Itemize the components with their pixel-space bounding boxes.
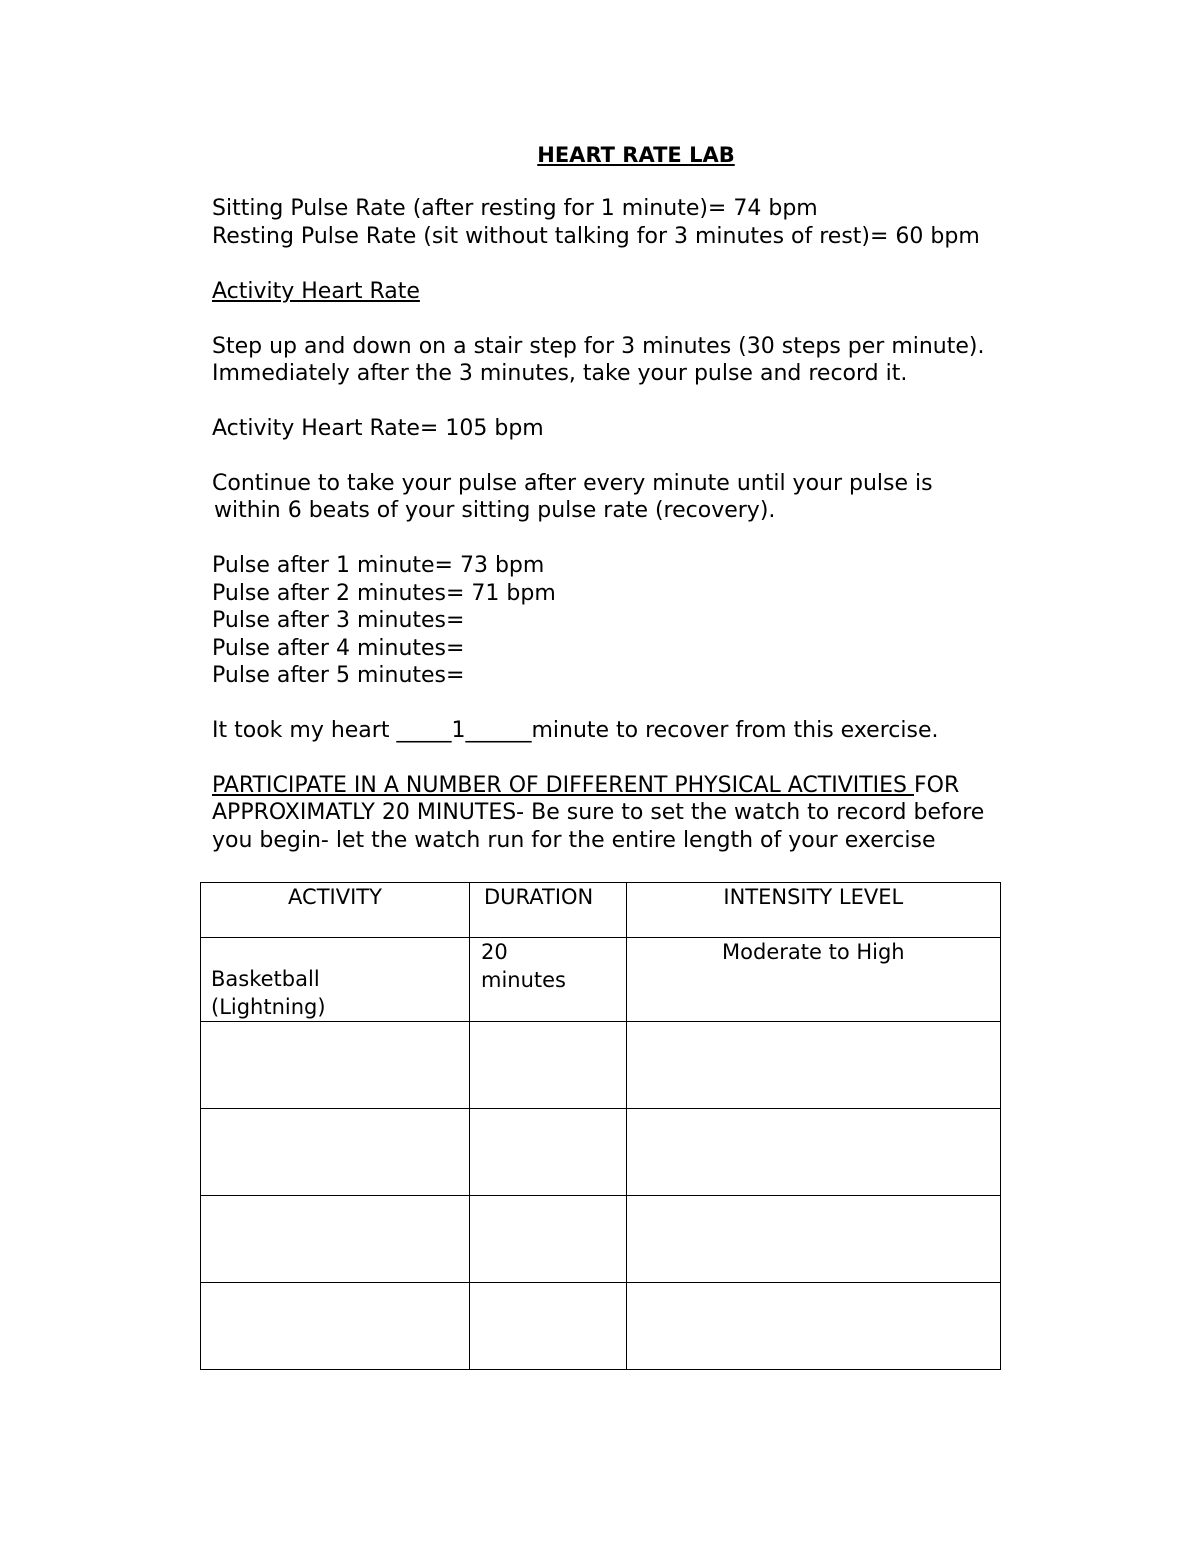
cell-duration[interactable]: [469, 1022, 626, 1109]
cell-intensity[interactable]: [626, 1196, 1000, 1283]
cell-intensity: Moderate to High: [626, 938, 1000, 1022]
table-row: [201, 938, 1001, 1022]
table-row: [201, 1196, 1001, 1283]
continue-line-2: within 6 beats of your sitting pulse rate (recovery).: [214, 498, 776, 523]
participate-line-2: APPROXIMATLY 20 MINUTES- Be sure to set the watch to record before: [212, 800, 985, 825]
continue-line-1: Continue to take your pulse after every minute until your pulse is: [212, 471, 933, 496]
cell-intensity[interactable]: [626, 1109, 1000, 1196]
cell-duration: [469, 938, 626, 1022]
cell-intensity[interactable]: [626, 1283, 1000, 1370]
pulse-reading-5: Pulse after 5 minutes=: [212, 663, 465, 688]
cell-duration[interactable]: [469, 1283, 626, 1370]
participate-rest-text: FOR: [914, 773, 960, 798]
activity-heading: Activity Heart Rate: [212, 279, 420, 304]
pulse-reading-3: Pulse after 3 minutes=: [212, 608, 465, 633]
activity-heart-rate-line: Activity Heart Rate= 105 bpm: [212, 416, 544, 441]
pulse-reading-4: Pulse after 4 minutes=: [212, 636, 465, 661]
activity-line-2: (Lightning): [211, 995, 326, 1019]
instructions-line-2: Immediately after the 3 minutes, take your pulse and record it.: [212, 361, 908, 386]
sitting-pulse-line: Sitting Pulse Rate (after resting for 1 minute)= 74 bpm: [212, 196, 818, 221]
participate-underlined-text: PARTICIPATE IN A NUMBER OF DIFFERENT PHYSICAL ACTIVITIES: [212, 773, 915, 798]
table-row: [201, 1022, 1001, 1109]
duration-line-1: 20: [480, 940, 508, 964]
activity-table: [200, 882, 1001, 1370]
cell-activity[interactable]: [201, 1022, 470, 1109]
cell-duration[interactable]: [469, 1109, 626, 1196]
pulse-reading-2: Pulse after 2 minutes= 71 bpm: [212, 581, 556, 606]
resting-pulse-line: Resting Pulse Rate (sit without talking for 3 minutes of rest)= 60 bpm: [212, 224, 980, 249]
cell-activity: [201, 938, 470, 1022]
cell-duration[interactable]: [469, 1196, 626, 1283]
cell-intensity[interactable]: [626, 1022, 1000, 1109]
table-header-row: [201, 883, 1001, 938]
cell-activity[interactable]: [201, 1283, 470, 1370]
duration-line-2: minutes: [480, 968, 566, 992]
cell-activity[interactable]: [201, 1196, 470, 1283]
page-title: HEART RATE LAB: [537, 143, 735, 167]
instructions-line-1: Step up and down on a stair step for 3 minutes (30 steps per minute).: [212, 334, 985, 359]
header-intensity: INTENSITY LEVEL: [626, 883, 1000, 938]
header-activity: ACTIVITY: [201, 883, 470, 938]
header-duration: DURATION: [469, 883, 626, 938]
table-row: [201, 1283, 1001, 1370]
table-row: [201, 1109, 1001, 1196]
activity-line-1: Basketball: [211, 967, 320, 991]
participate-line-1: [212, 772, 959, 800]
participate-line-3: you begin- let the watch run for the entire length of your exercise: [212, 828, 936, 853]
recovery-sentence: It took my heart _____1______minute to recover from this exercise.: [212, 718, 939, 743]
cell-activity[interactable]: [201, 1109, 470, 1196]
pulse-reading-1: Pulse after 1 minute= 73 bpm: [212, 553, 545, 578]
